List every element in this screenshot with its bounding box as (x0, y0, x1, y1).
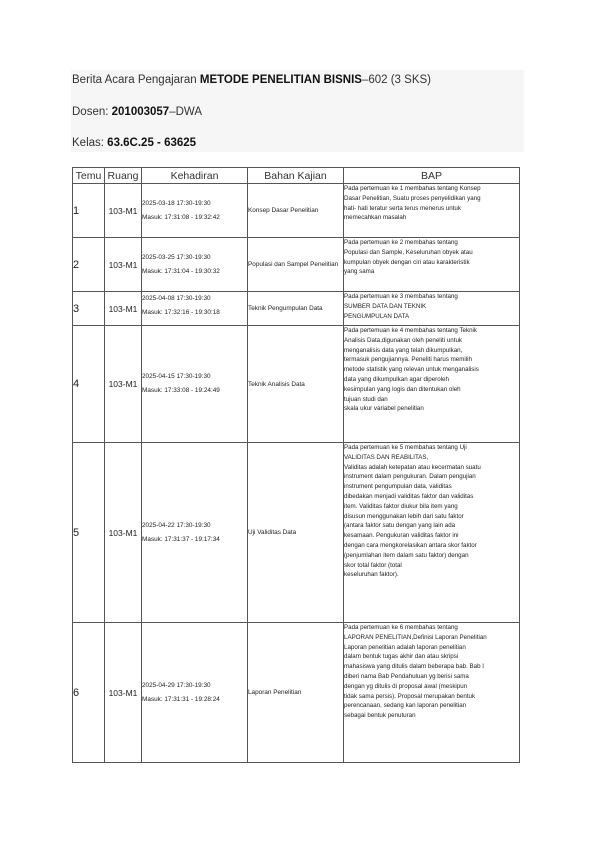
kehadiran-cell (142, 623, 248, 763)
bap-line: instrument dalam pengukuran. Dalam pengujian (344, 473, 476, 481)
bap-line: hati- hati teratur serta terus menerus untuk (344, 204, 461, 212)
bap-line: dibedakan menjadi validitas faktor dan validitas (344, 492, 474, 500)
bap-line: Laporan penelitian adalah laporan penelitian (344, 643, 466, 651)
bap-line: Pada pertemuan ke 3 membahas tentang (344, 293, 458, 300)
table-row (73, 623, 520, 763)
schedule-time: 2025-04-08 17:30-19:30 (142, 295, 211, 302)
bap-line: perencanaan, sedang kan laporan penelitian (344, 702, 467, 710)
course-code: –602 (3 SKS) (361, 74, 431, 86)
kehadiran-cell (142, 184, 248, 238)
bap-line: memecahkan masalah (344, 214, 407, 222)
bap-cell (344, 443, 520, 623)
bahan-kajian-cell: Laporan Penelitian (248, 623, 344, 763)
bap-line: menganalisis data yang telah dikumpulkan, (344, 346, 463, 354)
bap-line: SUMBER DATA DAN TEKNIK (344, 302, 427, 310)
bap-line: Populasi dan Sample, Keseluruhan obyek atau (344, 248, 473, 256)
kehadiran-cell (142, 443, 248, 623)
temu-cell: 5 (73, 443, 105, 623)
bap-cell (344, 292, 520, 326)
schedule-time: 2025-04-22 17:30-19:30 (142, 521, 211, 529)
table-row (73, 292, 520, 326)
kehadiran-cell (142, 326, 248, 443)
lecturer-line (72, 106, 202, 118)
bap-line: item. Validitas faktor diukur bila item yang (344, 502, 458, 510)
bap-line: keseluruhan faktor). (344, 571, 399, 579)
table-header-row (73, 168, 520, 184)
bap-line: kumpulan obyek dengan ciri atau karakteristik (344, 258, 470, 266)
lecturer-code: –DWA (169, 106, 203, 118)
table-row (73, 184, 520, 238)
bap-line: dengan cara mengkorelasikan antara skor faktor (344, 541, 477, 549)
bap-cell (344, 238, 520, 292)
bap-line: (penjumlahan item dalam satu faktor) dengan (344, 551, 469, 559)
temu-cell: 2 (73, 238, 105, 292)
checkin-time: Masuk: 17:31:31 - 19:28:24 (142, 695, 220, 703)
ruang-cell: 103-M1 (105, 443, 142, 623)
column-header-ruang: Ruang (105, 168, 142, 184)
ruang-cell: 103-M1 (105, 326, 142, 443)
schedule-time: 2025-03-18 17:30-19:30 (142, 199, 211, 207)
bap-line: disusun menggunakan lebih dari satu faktor (344, 512, 464, 520)
bap-line: Analisis Data,digunakan oleh peneliti untuk (344, 336, 462, 344)
ruang-cell: 103-M1 (105, 184, 142, 238)
schedule-time: 2025-04-15 17:30-19:30 (142, 373, 211, 380)
course-title-line (72, 74, 431, 86)
bap-line: tidak sama persis). Proposal merupakan bentuk (344, 692, 476, 700)
column-header-bahan-kajian: Bahan Kajian (248, 168, 344, 184)
bahan-kajian-cell: Teknik Pengumpulan Data (248, 292, 344, 326)
temu-cell: 3 (73, 292, 105, 326)
bap-line: Validitas adalah ketepatan atau kecermatan suatu (344, 463, 481, 471)
bap-line: dalam bentuk tugas akhir dan atau skripsi (344, 653, 459, 661)
bap-line: Pada pertemuan ke 4 membahas tentang Teknik (344, 327, 477, 334)
bap-line: Pada pertemuan ke 1 membahas tentang Konsep (344, 185, 481, 192)
ruang-cell: 103-M1 (105, 623, 142, 763)
bap-line: (antara faktor satu dengan yang lain ada (344, 522, 456, 530)
bap-line: Pada pertemuan ke 5 membahas tentang Uji (344, 444, 467, 451)
checkin-time: Masuk: 17:33:08 - 19:24:49 (142, 387, 220, 394)
bahan-kajian-cell: Uji Validitas Data (248, 443, 344, 623)
bap-line: mahasiswa yang ditulis dalam beberapa bab. Bab I (344, 663, 484, 671)
bap-line: sebagai bentuk penuturan (344, 712, 416, 720)
class-line (72, 137, 196, 149)
kehadiran-cell (142, 238, 248, 292)
bap-line: skor total faktor (total (344, 561, 402, 569)
bap-line: diberi nama Bab Pendahuluan yg berisi sama (344, 672, 469, 680)
bap-line: PENGUMPULAN DATA (344, 312, 410, 320)
column-header-kehadiran: Kehadiran (142, 168, 248, 184)
column-header-temu: Temu (73, 168, 105, 184)
lecturer-label: Dosen: (72, 106, 112, 118)
bap-cell (344, 326, 520, 443)
bap-line: LAPORAN PENELITIAN,Definisi Laporan Penelitian (344, 633, 487, 641)
table-row (73, 443, 520, 623)
table-row (73, 326, 520, 443)
schedule-time: 2025-04-29 17:30-19:30 (142, 681, 211, 689)
bap-line: dengan yg ditulis di proposal awal (meskipun (344, 682, 468, 690)
bap-line: VALIDITAS DAN REABILITAS, (344, 453, 429, 461)
course-name: METODE PENELITIAN BISNIS (199, 74, 362, 86)
bap-cell (344, 184, 520, 238)
checkin-time: Masuk: 17:31:08 - 19:32:42 (142, 213, 220, 221)
class-value: 63.6C.25 - 63625 (107, 137, 197, 149)
bap-line: yang sama (344, 268, 375, 276)
bap-line: Dasar Penelitian, Suatu proses penyelidikan yang (344, 194, 481, 202)
course-title-prefix: Berita Acara Pengajaran (72, 74, 200, 86)
bahan-kajian-cell: Konsep Dasar Penelitian (248, 184, 344, 238)
document-header (71, 70, 524, 152)
bap-line: skala ukur variabel penelitian (344, 405, 424, 413)
lecturer-id: 201003057 (111, 106, 170, 118)
attendance-table (72, 167, 520, 763)
checkin-time: Masuk: 17:32:16 - 19:30:18 (142, 309, 220, 316)
bap-line: metode statistik yang relevan untuk menganalisis (344, 366, 479, 374)
bap-line: Pada pertemuan ke 2 membahas tentang (344, 239, 458, 246)
bap-line: data yang dikumpulkan agar diperoleh (344, 375, 449, 383)
ruang-cell: 103-M1 (105, 292, 142, 326)
bap-line: kesimpulan yang logis dan ditentukan oleh (344, 385, 461, 393)
bap-line: tujuan studi dan (344, 395, 388, 403)
bap-line: instrument pengumpulan data, validitas (344, 483, 452, 491)
column-header-bap: BAP (344, 168, 520, 184)
checkin-time: Masuk: 17:31:04 - 19:30:32 (142, 267, 220, 275)
table-row (73, 238, 520, 292)
bap-cell (344, 623, 520, 763)
bahan-kajian-cell: Teknik Analisis Data (248, 326, 344, 443)
bap-line: termasuk pengujiannya. Peneliti harus memilih (344, 356, 472, 364)
bap-line: kesamaan. Pengukuran validitas faktor ini (344, 532, 459, 540)
class-label: Kelas: (72, 137, 108, 149)
temu-cell: 1 (73, 184, 105, 238)
ruang-cell: 103-M1 (105, 238, 142, 292)
temu-cell: 4 (73, 326, 105, 443)
schedule-time: 2025-03-25 17:30-19:30 (142, 253, 211, 261)
bahan-kajian-cell: Populasi dan Sampel Penelitian (248, 238, 344, 292)
temu-cell: 6 (73, 623, 105, 763)
kehadiran-cell (142, 292, 248, 326)
bap-line: Pada pertemuan ke 6 membahas tentang (344, 624, 458, 631)
checkin-time: Masuk: 17:31:37 - 19:17:34 (142, 535, 220, 543)
